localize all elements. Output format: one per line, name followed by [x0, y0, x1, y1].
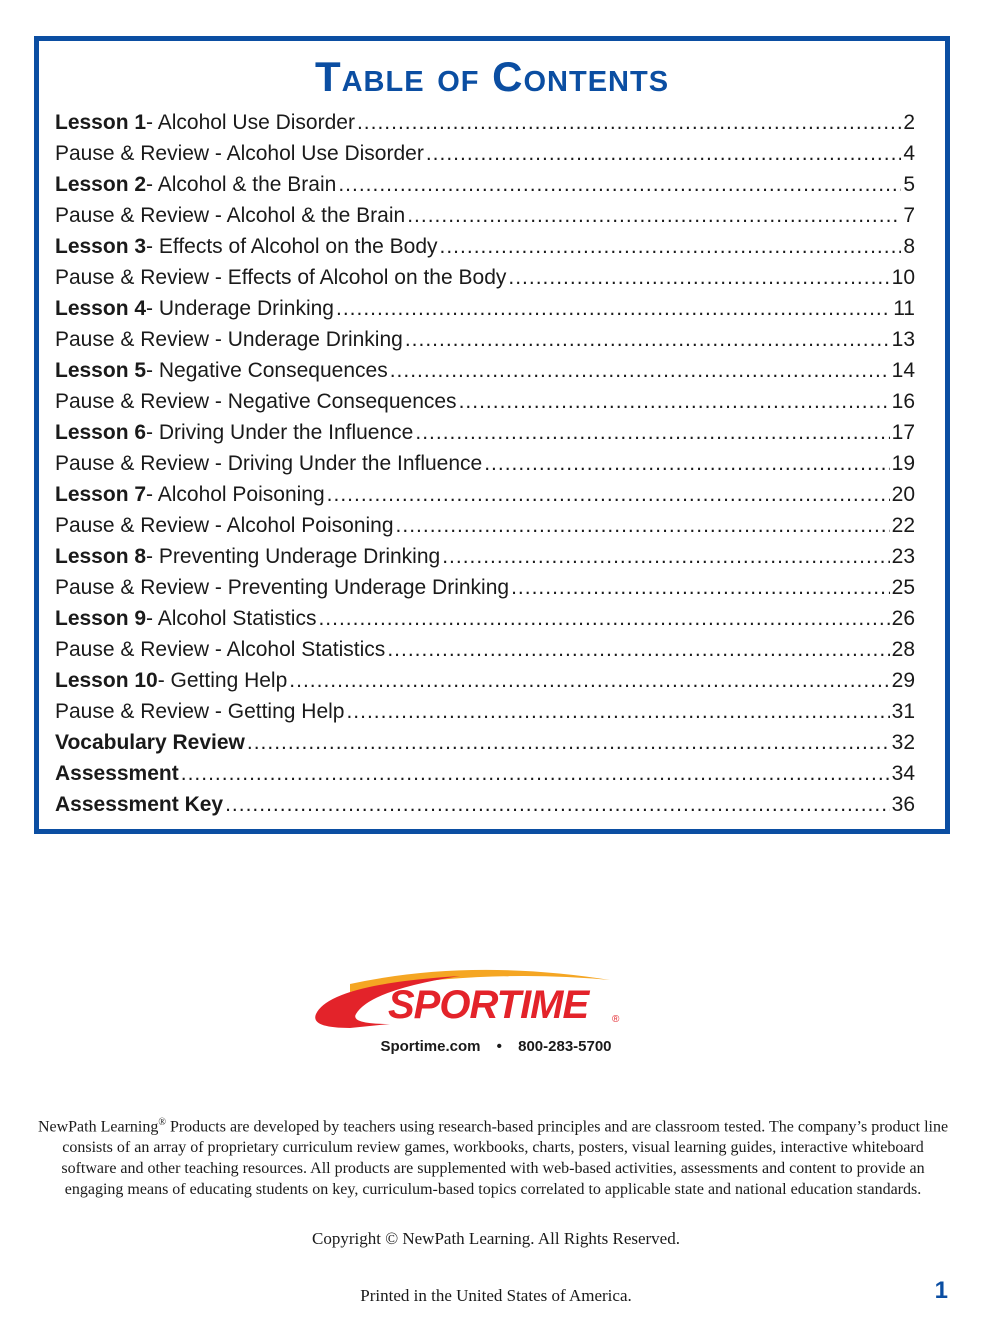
toc-entry[interactable]: [55, 231, 915, 262]
printed-notice: Printed in the United States of America.: [360, 1286, 632, 1305]
toc-dot-leader: [407, 200, 901, 231]
toc-dot-leader: [511, 572, 890, 603]
toc-page-number: 34: [891, 762, 915, 785]
toc-entry-label: Pause & Review - Alcohol Use Disorder: [55, 142, 424, 165]
toc-entry-bold-label: Lesson 9: [55, 607, 147, 630]
toc-entry-bold-label: Lesson 1: [55, 111, 147, 134]
phone-number: 800-283-5700: [518, 1038, 612, 1055]
logo-wordmark: SPORTIME: [388, 983, 589, 1027]
toc-entry[interactable]: [55, 696, 915, 727]
toc-entry-bold-label: Lesson 5: [55, 359, 147, 382]
toc-page-number: 5: [903, 173, 915, 196]
toc-entry[interactable]: [55, 758, 915, 789]
toc-dot-leader: [459, 386, 890, 417]
toc-page-number: 7: [903, 204, 915, 227]
toc-entry[interactable]: [55, 324, 915, 355]
toc-page-number: 17: [891, 421, 915, 444]
toc-entry-label: - Alcohol & the Brain: [146, 173, 337, 196]
toc-page-number: 10: [891, 266, 915, 289]
toc-entry[interactable]: [55, 541, 915, 572]
toc-page-number: 19: [891, 452, 915, 475]
toc-entry[interactable]: [55, 665, 915, 696]
contact-line: [0, 1038, 992, 1055]
toc-entry[interactable]: [55, 293, 915, 324]
toc-page-number: 22: [891, 514, 915, 537]
toc-page-number: 11: [893, 297, 915, 320]
toc-entry-label: Pause & Review - Getting Help: [55, 700, 345, 723]
logo-registered-mark: ®: [612, 1014, 620, 1025]
toc-entry-label: - Underage Drinking: [146, 297, 334, 320]
toc-entry[interactable]: [55, 479, 915, 510]
toc-entry-label: - Alcohol Use Disorder: [146, 111, 355, 134]
toc-entry-label: Pause & Review - Alcohol Poisoning: [55, 514, 394, 537]
toc-entry-bold-label: Lesson 3: [55, 235, 147, 258]
toc-entry-bold-label: Lesson 10: [55, 669, 158, 692]
toc-page-number: 13: [891, 328, 915, 351]
toc-dot-leader: [440, 231, 902, 262]
toc-dot-leader: [508, 262, 889, 293]
toc-entry-label: - Driving Under the Influence: [146, 421, 414, 444]
toc-entry-label: Pause & Review - Driving Under the Influence: [55, 452, 483, 475]
toc-entry-bold-label: Lesson 8: [55, 545, 147, 568]
toc-entry-label: Pause & Review - Preventing Underage Drinking: [55, 576, 510, 599]
toc-dot-leader: [327, 479, 890, 510]
toc-entry[interactable]: [55, 200, 915, 231]
toc-title: Table of Contents: [314, 53, 670, 100]
toc-entry-bold-label: Assessment: [55, 762, 179, 785]
toc-page-number: 29: [891, 669, 915, 692]
toc-dot-leader: [338, 169, 901, 200]
toc-entry-label: - Effects of Alcohol on the Body: [146, 235, 438, 258]
toc-dot-leader: [390, 355, 890, 386]
toc-entry-label: - Alcohol Statistics: [146, 607, 317, 630]
toc-page-number: 4: [903, 142, 915, 165]
toc-entry[interactable]: [55, 386, 915, 417]
sportime-logo: [310, 962, 630, 1034]
toc-entry-label: - Negative Consequences: [146, 359, 388, 382]
toc-entry[interactable]: [55, 138, 915, 169]
contact-separator: •: [496, 1038, 502, 1055]
copyright-notice: Copyright © NewPath Learning. All Rights Reserved.: [312, 1229, 680, 1248]
sportime-logo-graphic: [310, 962, 630, 1034]
toc-dot-leader: [247, 727, 890, 758]
toc-entry[interactable]: [55, 572, 915, 603]
toc-entry[interactable]: [55, 510, 915, 541]
toc-entry-label: Pause & Review - Alcohol & the Brain: [55, 204, 406, 227]
toc-dot-leader: [318, 603, 889, 634]
toc-dot-leader: [387, 634, 889, 665]
about-brand: NewPath Learning: [37, 1118, 159, 1136]
toc-page-number: 8: [903, 235, 915, 258]
toc-entry[interactable]: [55, 169, 915, 200]
toc-entry-bold-label: Lesson 4: [55, 297, 147, 320]
page-number: 1: [934, 1277, 948, 1304]
toc-list: [55, 107, 915, 820]
toc-dot-leader: [225, 789, 890, 820]
toc-dot-leader: [336, 293, 891, 324]
toc-dot-leader: [289, 665, 889, 696]
toc-entry[interactable]: [55, 107, 915, 138]
toc-entry[interactable]: [55, 727, 915, 758]
toc-page-number: 28: [891, 638, 915, 661]
toc-entry[interactable]: [55, 789, 915, 820]
toc-entry-label: - Preventing Underage Drinking: [146, 545, 441, 568]
toc-entry-label: Pause & Review - Negative Consequences: [55, 390, 457, 413]
toc-entry[interactable]: [55, 603, 915, 634]
toc-entry-bold-label: Lesson 6: [55, 421, 147, 444]
toc-page-number: 36: [891, 793, 915, 816]
about-registered-mark: ®: [158, 1117, 166, 1128]
toc-entry[interactable]: [55, 448, 915, 479]
toc-dot-leader: [357, 107, 901, 138]
toc-dot-leader: [442, 541, 889, 572]
toc-page-number: 23: [891, 545, 915, 568]
table-of-contents: [34, 36, 950, 834]
toc-entry-label: Pause & Review - Underage Drinking: [55, 328, 403, 351]
toc-entry-label: - Alcohol Poisoning: [146, 483, 325, 506]
toc-entry-bold-label: Lesson 7: [55, 483, 147, 506]
toc-page-number: 20: [891, 483, 915, 506]
toc-page-number: 14: [891, 359, 915, 382]
toc-entry-label: - Getting Help: [157, 669, 288, 692]
about-text: Products are developed by teachers using research-based principles and are classroom tested. The company’s product line consists of an array of proprietary curriculum review games, workbooks, charts, posters, visual learning guides, interactive whiteboard software and other teaching resources. All products are supplemented with web-based activities, assessments and content to provide an engaging means of educating students on key, curriculum-based topics correlated to applicable state and national education standards.: [61, 1118, 949, 1199]
toc-page-number: 31: [891, 700, 915, 723]
website-link[interactable]: Sportime.com: [380, 1038, 481, 1055]
toc-dot-leader: [405, 324, 890, 355]
toc-dot-leader: [346, 696, 889, 727]
toc-entry-bold-label: Lesson 2: [55, 173, 147, 196]
toc-dot-leader: [415, 417, 889, 448]
toc-dot-leader: [484, 448, 889, 479]
toc-dot-leader: [181, 758, 890, 789]
toc-dot-leader: [396, 510, 890, 541]
toc-entry[interactable]: [55, 634, 915, 665]
toc-dot-leader: [426, 138, 901, 169]
toc-entry[interactable]: [55, 355, 915, 386]
toc-entry[interactable]: [55, 262, 915, 293]
toc-entry-label: Pause & Review - Effects of Alcohol on the Body: [55, 266, 507, 289]
toc-page-number: 26: [891, 607, 915, 630]
toc-page-number: 32: [891, 731, 915, 754]
toc-page-number: 2: [903, 111, 915, 134]
toc-entry-label: Pause & Review - Alcohol Statistics: [55, 638, 386, 661]
toc-page-number: 16: [891, 390, 915, 413]
toc-entry[interactable]: [55, 417, 915, 448]
about-paragraph: [34, 1112, 952, 1200]
toc-entry-bold-label: Vocabulary Review: [55, 731, 245, 754]
toc-page-number: 25: [891, 576, 915, 599]
toc-entry-bold-label: Assessment Key: [55, 793, 224, 816]
